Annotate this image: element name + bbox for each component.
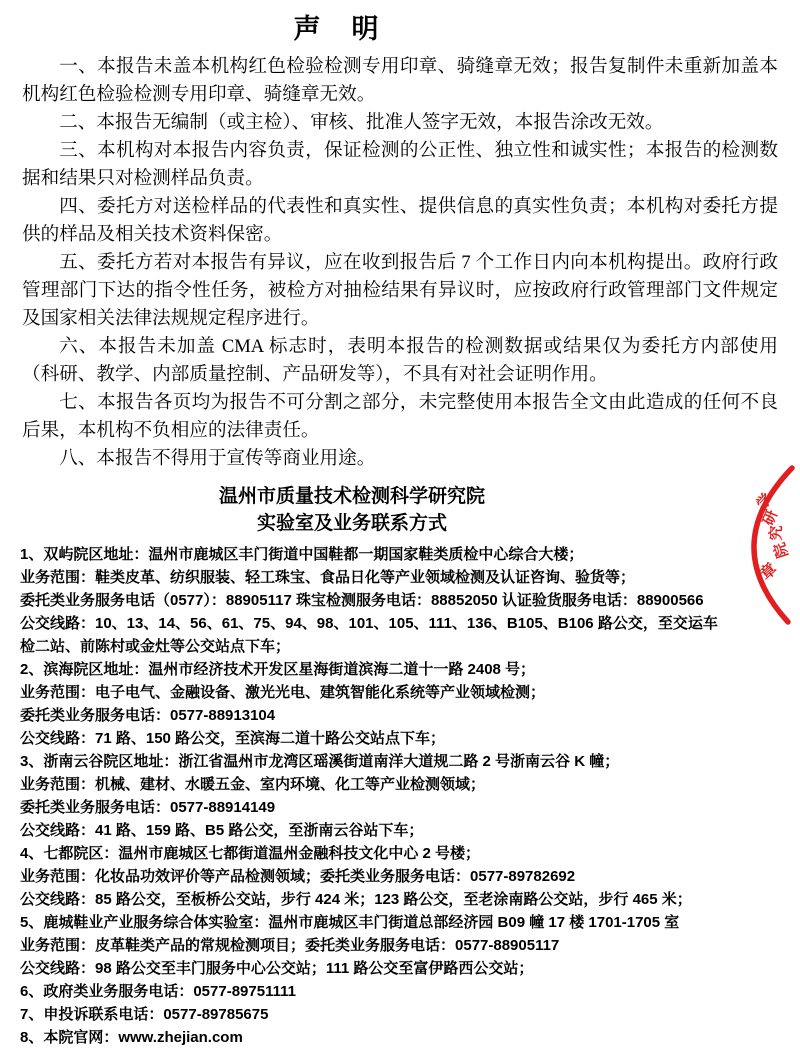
statement-paragraph: 三、本机构对本报告内容负责，保证检测的公正性、独立性和诚实性；本报告的检测数据和结果只对检测样品负责。 [22,140,778,189]
statement-paragraph: 八、本报告不得用于宣传等商业用途。 [59,448,376,469]
seal-char-icon: 学 [754,491,776,513]
contact-line: 6、政府类业务服务电话：0577-89751111 [20,983,296,1000]
contact-line: 1、双屿院区地址：温州市鹿城区丰门街道中国鞋都一期国家鞋类质检中心综合大楼； [20,546,584,563]
contact-line: 业务范围：化妆品功效评价等产品检测领域；委托类业务服务电话：0577-89782692 [20,868,576,885]
statement-paragraph: 一、本报告未盖本机构红色检验检测专用印章、骑缝章无效；报告复制件未重新加盖本机构红色检验检测专用印章、骑缝章无效。 [22,56,778,105]
contact-line: 委托类业务服务电话（0577）：88905117 珠宝检测服务电话：88852050 认证验货服务电话：88900566 [20,592,704,609]
seal-char-icon: 院 [772,540,792,560]
statement-paragraph: 五、委托方若对本报告有异议，应在收到报告后 7 个工作日内向本机构提出。政府行政管理部门下达的指令性任务，被检方对抽检结果有异议时，应按政府行政管理部门文件规定及国家相关法律法规规定程序进行。 [22,252,778,329]
contact-line: 业务范围：鞋类皮革、纺织服装、轻工珠宝、食品日化等产业领域检测及认证咨询、验货等； [20,569,636,586]
org-name: 温州市质量技术检测科学研究院 [218,486,485,507]
contact-line: 公交线路：85 路公交，至板桥公交站，步行 424 米；123 路公交，至老涂南路公交站，步行 465 米； [20,891,692,908]
contact-line: 8、本院官网：www.zhejian.com [20,1029,243,1046]
contact-line: 4、七都院区：温州市鹿城区七都街道温州金融科技文化中心 2 号楼； [20,845,481,862]
contact-line: 委托类业务服务电话：0577-88914149 [20,799,276,816]
contact-line: 公交线路：10、13、14、56、61、75、94、98、101、105、111、136、B105、B106 路公交，至交运车 [20,615,718,632]
contact-line: 3、浙南云谷院区地址：浙江省温州市龙湾区瑶溪街道南洋大道规二路 2 号浙南云谷 K 幢； [20,753,620,770]
contact-line: 委托类业务服务电话：0577-88913104 [20,707,276,724]
contact-line: 公交线路：98 路公交至丰门服务中心公交站；111 路公交至富伊路西公交站； [20,960,534,977]
statement-paragraph: 七、本报告各页均为报告不可分割之部分，未完整使用本报告全文由此造成的任何不良后果，本机构不负相应的法律责任。 [22,392,778,441]
org-subtitle: 实验室及业务联系方式 [256,513,447,534]
contact-line: 5、鹿城鞋业产业服务综合体实验室：温州市鹿城区丰门街道总部经济园 B09 幢 17 楼 1701-1705 室 [20,914,680,931]
contact-line: 公交线路：71 路、150 路公交，至滨海二道十路公交站点下车； [20,730,446,747]
statement-paragraph: 四、委托方对送检样品的代表性和真实性、提供信息的真实性负责；本机构对委托方提供的样品及相关技术资料保密。 [22,196,778,245]
seal-char-icon: 研 [760,508,782,528]
org-heading [0,483,704,537]
contact-line: 公交线路：41 路、159 路、B5 路公交，至浙南云谷站下车； [20,822,424,839]
contact-section [20,543,800,1049]
contact-line: 业务范围：机械、建材、水暖五金、室内环境、化工等产业检测领域； [20,776,486,793]
contact-line: 检二站、前陈村或金灶等公交站点下车； [20,638,291,655]
contact-line: 2、滨海院区地址：温州市经济技术开发区星海街道滨海二道十一路 2408 号； [20,661,536,678]
contact-line: 业务范围：电子电气、金融设备、激光光电、建筑智能化系统等产业领域检测； [20,684,546,701]
contact-line: 7、申投诉联系电话：0577-89785675 [20,1006,269,1023]
statement-paragraph: 六、本报告未加盖 CMA 标志时，表明本报告的检测数据或结果仅为委托方内部使用（科研、教学、内部质量控制、产品研发等），不具有对社会证明作用。 [22,336,778,385]
seal-char-icon: 究 [768,525,786,541]
statement-section [22,53,778,473]
seal-char-icon: 章 [757,560,781,584]
contact-line: 业务范围：皮革鞋类产品的常规检测项目；委托类业务服务电话：0577-88905117 [20,937,560,954]
statement-paragraph: 二、本报告无编制（或主检）、审核、批准人签字无效，本报告涂改无效。 [59,112,664,133]
page-title: 声 明 [293,14,381,44]
